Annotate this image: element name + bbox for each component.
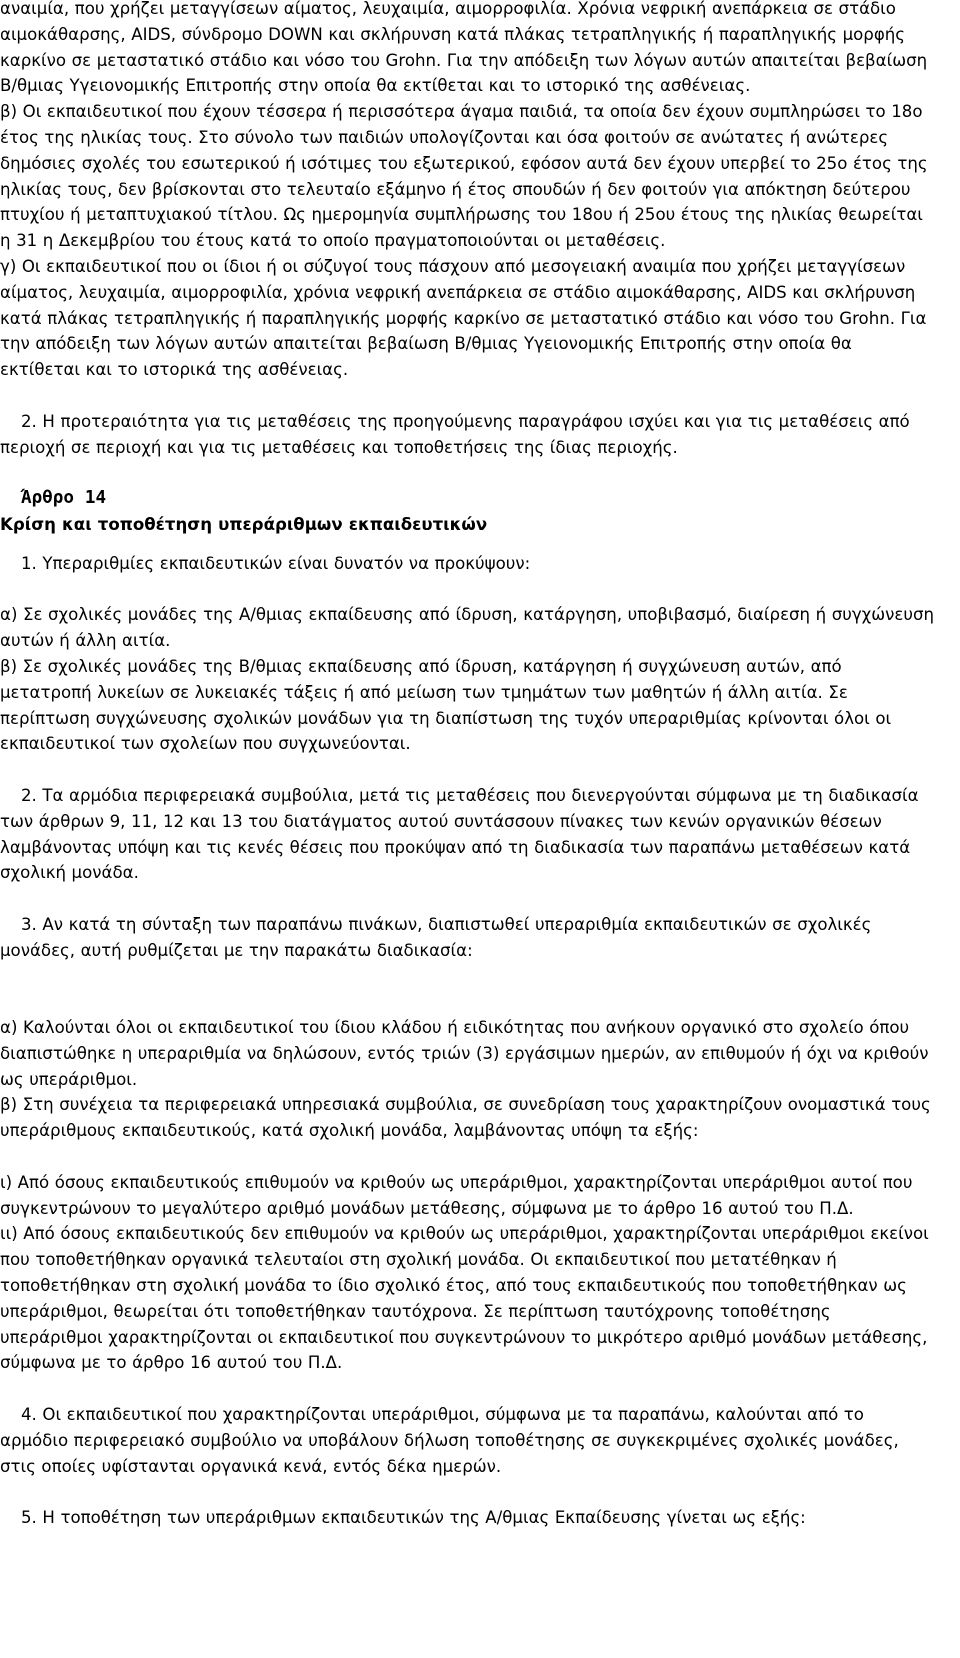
article-number: Άρθρο 14 (21, 488, 107, 509)
article-paragraph-2: 2. Τα αρμόδια περιφερειακά συμβούλια, μετά τις μεταθέσεις που διενεργούνται σύμφωνα με τη διαδικασία των άρθρων 9, 11, 12 και 13 του διατάγματος αυτού συντάσσουν πίνακες των κενών οργανικών θέσεων λαμβάνοντας υπόψη και τις κενές θέσεις που προκύψαν από τη διαδικασία των παραπάνω μεταθέσεων κατά σχολική μονάδα. (0, 785, 919, 883)
article-paragraph-4: 4. Οι εκπαιδευτικοί που χαρακτηρίζονται υπεράριθμοι, σύμφωνα με τα παραπάνω, καλούνται από το αρμόδιο περιφερειακό συμβούλιο να υποβάλουν δήλωση τοποθέτησης σε συγκεκριμένες σχολικές μονάδες, στις οποίες υφίστανται οργανικά κενά, εντός δέκα ημερών. (0, 1405, 899, 1476)
article-paragraph-3b: β) Στη συνέχεια τα περιφερειακά υπηρεσιακά συμβούλια, σε συνεδρίαση τους χαρακτηρίζουν ονομαστικά τους υπεράριθμους εκπαιδευτικούς, κατά σχολική μονάδα, λαμβάνοντας υπόψη τα εξής: (0, 1095, 931, 1141)
paragraph-priority-b: β) Οι εκπαιδευτικοί που έχουν τέσσερα ή περισσότερα άγαμα παιδιά, τα οποία δεν έχουν συμπληρώσει το 18ο έτος της ηλικίας τους. Στο σύνολο των παιδιών υπολογίζονται και όσα φοιτούν σε ανώτατες ή ανώτερες δημόσιες σχολές του εσωτερικού ή ισότιμες του εξωτερικού, εφόσον αυτά δεν έχουν υπερβεί το 25ο έτος της ηλικίας τους, δεν βρίσκονται στο τελευταίο εξάμηνο ή έτος σπουδών ή δεν φοιτούν για απόκτηση δεύτερου πτυχίου ή μεταπτυχιακού τίτλου. Ως ημερομηνία συμπλήρωσης του 18ου ή 25ου έτους της ηλικίας θεωρείται η 31 η Δεκεμβρίου του έτους κατά το οποίο πραγματοποιούνται οι μεταθέσεις. (0, 102, 928, 251)
article-paragraph-1: 1. Υπεραριθμίες εκπαιδευτικών είναι δυνατόν να προκύψουν: (21, 553, 531, 573)
paragraph-priority-c: γ) Οι εκπαιδευτικοί που οι ίδιοι ή οι σύζυγοί τους πάσχουν από μεσογειακή αναιμία που χρήζει μεταγγίσεων αίματος, λευχαιμία, αιμορροφιλία, χρόνια νεφρική ανεπάρκεια σε στάδιο αιμοκάθαρσης, AIDS και σκλήρυνση κατά πλάκας τετραπληγικής ή παραπληγικής μορφής καρκίνο σε μεταστατικό στάδιο και νόσο του Grohn. Για την απόδειξη των λόγων αυτών απαιτείται βεβαίωση Β/θμιας Υγειονομικής Επιτροπής στην οποία θα εκτίθεται και το ιστορικά της ασθένειας. (0, 256, 927, 380)
article-title: Κρίση και τοποθέτηση υπεράριθμων εκπαιδευτικών (0, 514, 488, 534)
article-paragraph-5: 5. Η τοποθέτηση των υπεράριθμων εκπαιδευτικών της Α/θμιας Εκπαίδευσης γίνεται ως εξής: (21, 1508, 806, 1528)
paragraph-2: 2. Η προτεραιότητα για τις μεταθέσεις της προηγούμενης παραγράφου ισχύει και για τις μεταθέσεις από περιοχή σε περιοχή και για τις μεταθέσεις και τοποθετήσεις της ίδιας περιοχής. (0, 411, 910, 457)
article-paragraph-3a: α) Καλούνται όλοι οι εκπαιδευτικοί του ίδιου κλάδου ή ειδικότητας που ανήκουν οργανικό στο σχολείο όπου διαπιστώθηκε η υπεραριθμία να δηλώσουν, εντός τριών (3) εργάσιμων ημερών, αν επιθυμούν ή όχι να κριθούν ως υπεράριθμοι. (0, 1018, 929, 1089)
article-paragraph-1b: β) Σε σχολικές μονάδες της Β/θμιας εκπαίδευσης από ίδρυση, κατάργηση ή συγχώνευση αυτών, από μετατροπή λυκείων σε λυκειακές τάξεις ή από μείωση των τμημάτων των μαθητών ή άλλη αιτία. Σε περίπτωση συγχώνευσης σχολικών μονάδων για τη διαπίστωση της τυχόν υπεραριθμίας κρίνονται όλοι οι εκπαιδευτικοί των σχολείων που συγχωνεύονται. (0, 656, 892, 754)
article-paragraph-3-i: ι) Από όσους εκπαιδευτικούς επιθυμούν να κριθούν ως υπεράριθμοι, χαρακτηρίζονται υπεράριθμοι αυτοί που συγκεντρώνουν το μεγαλύτερο αριθμό μονάδων μετάθεσης, σύμφωνα με το άρθρο 16 αυτού του Π.Δ. (0, 1172, 913, 1218)
article-paragraph-3-ii: ιι) Από όσους εκπαιδευτικούς δεν επιθυμούν να κριθούν ως υπεράριθμοι, χαρακτηρίζονται υπεράριθμοι εκείνοι που τοποθετήθηκαν οργανικά τελευταίοι στη σχολική μονάδα. Οι εκπαιδευτικοί που μετατέθηκαν ή τοποθετήθηκαν στη σχολική μονάδα το ίδιο σχολικό έτος, από τους εκπαιδευτικούς που τοποθετήθηκαν ως υπεράριθμοι, θεωρείται ότι τοποθετήθηκαν ταυτόχρονα. Σε περίπτωση ταυτόχρονης τοποθέτησης υπεράριθμοι χαρακτηρίζονται οι εκπαιδευτικοί που συγκεντρώνουν το μικρότερο αριθμό μονάδων μετάθεσης, σύμφωνα με το άρθρο 16 αυτού του Π.Δ. (0, 1224, 929, 1373)
article-paragraph-3: 3. Αν κατά τη σύνταξη των παραπάνω πινάκων, διαπιστωθεί υπεραριθμία εκπαιδευτικών σε σχολικές μονάδες, αυτή ρυθμίζεται με την παρακάτω διαδικασία: (0, 914, 872, 960)
paragraph-priority-a-continued: αναιμία, που χρήζει μεταγγίσεων αίματος, λευχαιμία, αιμορροφιλία. Χρόνια νεφρική ανεπάρκεια σε στάδιο αιμοκάθαρσης, AIDS, σύνδρομο DOWN και σκλήρυνση κατά πλάκας τετραπληγικής ή παραπληγικής μορφής καρκίνο σε μεταστατικό στάδιο και νόσο του Grohn. Για την απόδειξη των λόγων αυτών απαιτείται βεβαίωση Β/θμιας Υγειονομικής Επιτροπής στην οποία θα εκτίθεται και το ιστορικό της ασθένειας. (0, 0, 928, 96)
article-paragraph-1a: α) Σε σχολικές μονάδες της Α/θμιας εκπαίδευσης από ίδρυση, κατάργηση, υποβιβασμό, διαίρεση ή συγχώνευση αυτών ή άλλη αιτία. (0, 605, 935, 651)
